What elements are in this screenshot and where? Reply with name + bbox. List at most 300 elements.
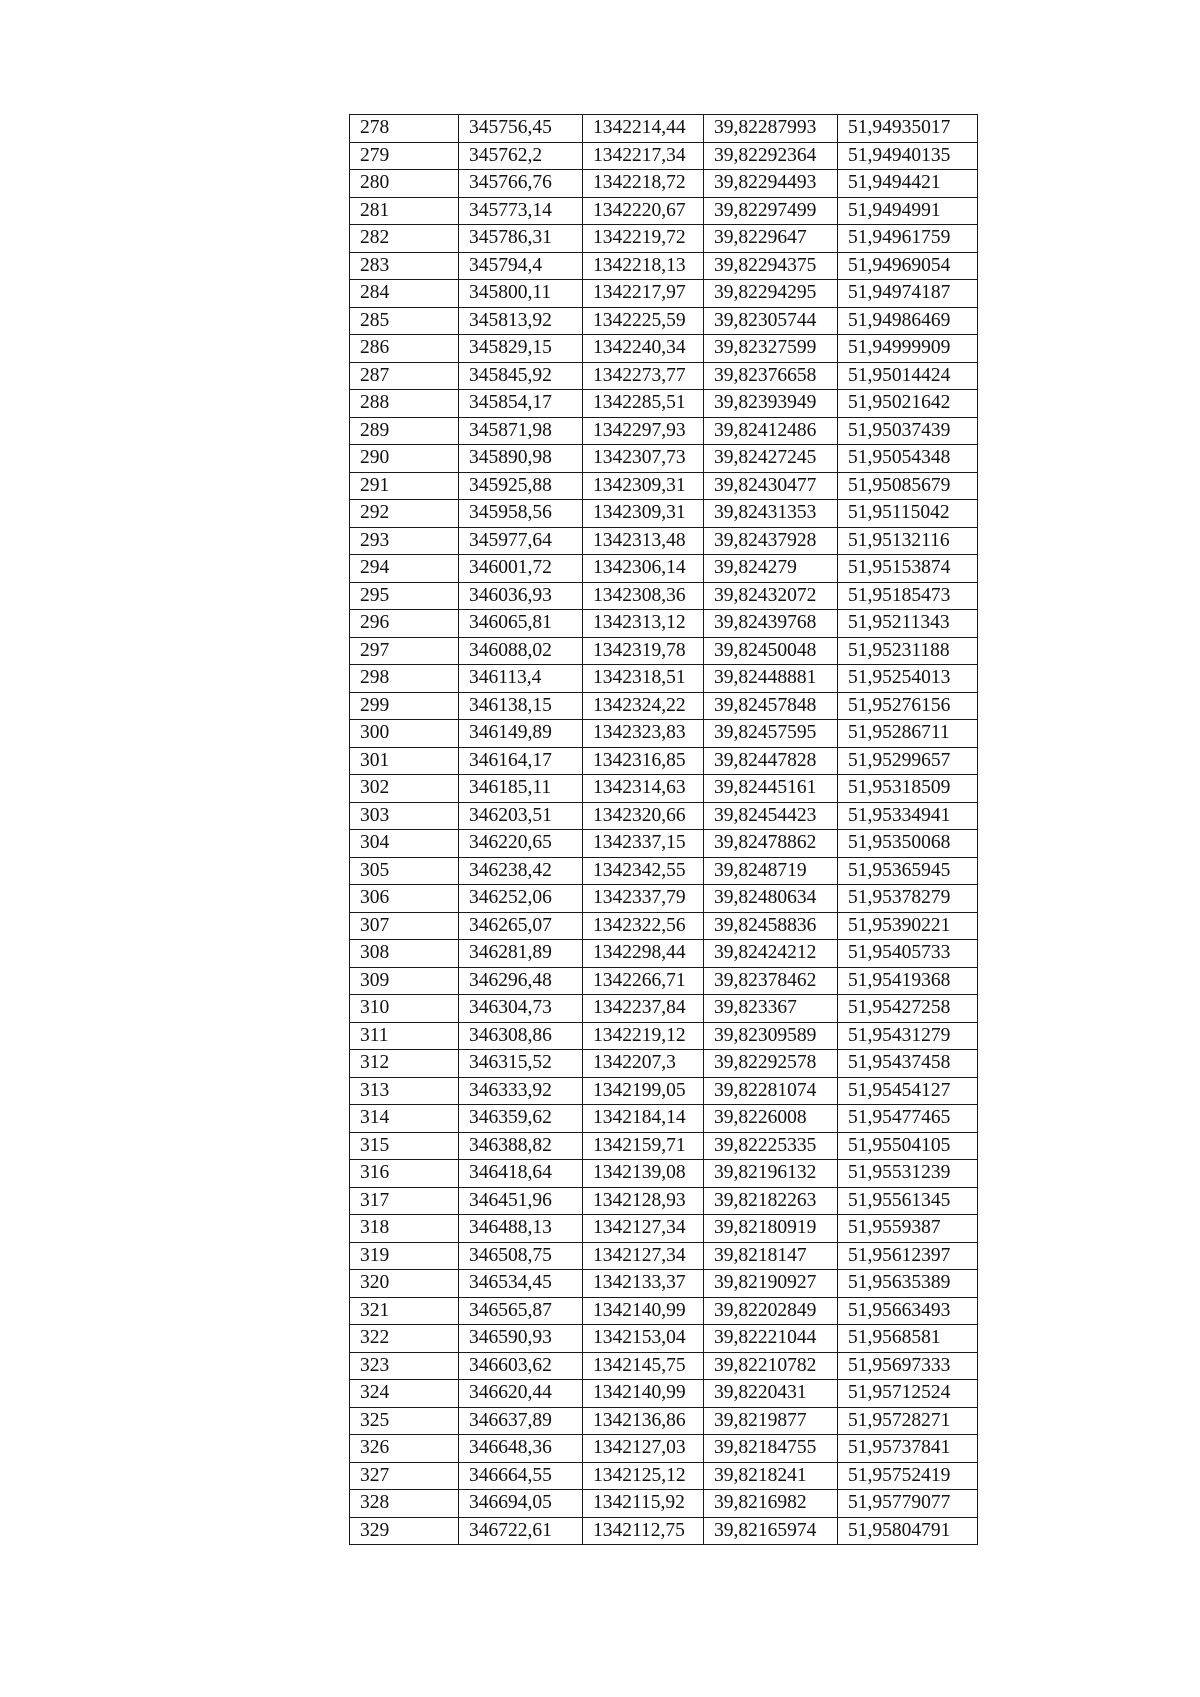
table-row: [350, 445, 978, 473]
longitude-cell: 51,95561345: [838, 1187, 978, 1215]
longitude-cell: 51,95132116: [838, 527, 978, 555]
longitude-cell: 51,95254013: [838, 665, 978, 693]
latitude-cell: 39,82432072: [704, 582, 838, 610]
table-row: [350, 335, 978, 363]
latitude-cell: 39,82478862: [704, 830, 838, 858]
x-coordinate-cell: 346508,75: [459, 1242, 583, 1270]
table-row: [350, 170, 978, 198]
point-number-cell: 278: [350, 115, 459, 143]
latitude-cell: 39,82294493: [704, 170, 838, 198]
table-row: [350, 527, 978, 555]
longitude-cell: 51,95231188: [838, 637, 978, 665]
y-coordinate-cell: 1342297,93: [583, 417, 704, 445]
latitude-cell: 39,82437928: [704, 527, 838, 555]
point-number-cell: 322: [350, 1325, 459, 1353]
point-number-cell: 313: [350, 1077, 459, 1105]
x-coordinate-cell: 345762,2: [459, 142, 583, 170]
x-coordinate-cell: 346620,44: [459, 1380, 583, 1408]
table-row: [350, 1517, 978, 1545]
x-coordinate-cell: 346388,82: [459, 1132, 583, 1160]
table-row: [350, 472, 978, 500]
latitude-cell: 39,8248719: [704, 857, 838, 885]
table-row: [350, 280, 978, 308]
table-row: [350, 307, 978, 335]
point-number-cell: 288: [350, 390, 459, 418]
point-number-cell: 304: [350, 830, 459, 858]
table-row: [350, 1435, 978, 1463]
y-coordinate-cell: 1342323,83: [583, 720, 704, 748]
y-coordinate-cell: 1342218,72: [583, 170, 704, 198]
table-row: [350, 940, 978, 968]
x-coordinate-cell: 346238,42: [459, 857, 583, 885]
x-coordinate-cell: 346265,07: [459, 912, 583, 940]
y-coordinate-cell: 1342159,71: [583, 1132, 704, 1160]
point-number-cell: 328: [350, 1490, 459, 1518]
y-coordinate-cell: 1342218,13: [583, 252, 704, 280]
x-coordinate-cell: 346648,36: [459, 1435, 583, 1463]
longitude-cell: 51,95350068: [838, 830, 978, 858]
latitude-cell: 39,8220431: [704, 1380, 838, 1408]
longitude-cell: 51,94986469: [838, 307, 978, 335]
table-row: [350, 967, 978, 995]
x-coordinate-cell: 346308,86: [459, 1022, 583, 1050]
latitude-cell: 39,82458836: [704, 912, 838, 940]
point-number-cell: 308: [350, 940, 459, 968]
point-number-cell: 292: [350, 500, 459, 528]
point-number-cell: 280: [350, 170, 459, 198]
y-coordinate-cell: 1342298,44: [583, 940, 704, 968]
longitude-cell: 51,94999909: [838, 335, 978, 363]
table-row: [350, 555, 978, 583]
latitude-cell: 39,824279: [704, 555, 838, 583]
table-row: [350, 142, 978, 170]
y-coordinate-cell: 1342220,67: [583, 197, 704, 225]
table-row: [350, 1407, 978, 1435]
x-coordinate-cell: 346315,52: [459, 1050, 583, 1078]
longitude-cell: 51,94940135: [838, 142, 978, 170]
x-coordinate-cell: 346488,13: [459, 1215, 583, 1243]
x-coordinate-cell: 346637,89: [459, 1407, 583, 1435]
x-coordinate-cell: 346304,73: [459, 995, 583, 1023]
y-coordinate-cell: 1342115,92: [583, 1490, 704, 1518]
longitude-cell: 51,94961759: [838, 225, 978, 253]
table-row: [350, 637, 978, 665]
longitude-cell: 51,95211343: [838, 610, 978, 638]
table-row: [350, 197, 978, 225]
y-coordinate-cell: 1342313,48: [583, 527, 704, 555]
longitude-cell: 51,95054348: [838, 445, 978, 473]
latitude-cell: 39,82196132: [704, 1160, 838, 1188]
point-number-cell: 295: [350, 582, 459, 610]
y-coordinate-cell: 1342127,34: [583, 1215, 704, 1243]
x-coordinate-cell: 346534,45: [459, 1270, 583, 1298]
x-coordinate-cell: 346185,11: [459, 775, 583, 803]
x-coordinate-cell: 346001,72: [459, 555, 583, 583]
point-number-cell: 316: [350, 1160, 459, 1188]
table-row: [350, 857, 978, 885]
x-coordinate-cell: 346590,93: [459, 1325, 583, 1353]
point-number-cell: 329: [350, 1517, 459, 1545]
y-coordinate-cell: 1342309,31: [583, 500, 704, 528]
longitude-cell: 51,95390221: [838, 912, 978, 940]
latitude-cell: 39,82297499: [704, 197, 838, 225]
point-number-cell: 282: [350, 225, 459, 253]
longitude-cell: 51,95419368: [838, 967, 978, 995]
x-coordinate-cell: 346149,89: [459, 720, 583, 748]
latitude-cell: 39,82210782: [704, 1352, 838, 1380]
table-row: [350, 417, 978, 445]
y-coordinate-cell: 1342125,12: [583, 1462, 704, 1490]
x-coordinate-cell: 345925,88: [459, 472, 583, 500]
point-number-cell: 284: [350, 280, 459, 308]
table-row: [350, 1270, 978, 1298]
x-coordinate-cell: 346603,62: [459, 1352, 583, 1380]
y-coordinate-cell: 1342128,93: [583, 1187, 704, 1215]
x-coordinate-cell: 345958,56: [459, 500, 583, 528]
latitude-cell: 39,82221044: [704, 1325, 838, 1353]
y-coordinate-cell: 1342112,75: [583, 1517, 704, 1545]
y-coordinate-cell: 1342225,59: [583, 307, 704, 335]
y-coordinate-cell: 1342184,14: [583, 1105, 704, 1133]
latitude-cell: 39,8219877: [704, 1407, 838, 1435]
point-number-cell: 289: [350, 417, 459, 445]
longitude-cell: 51,95504105: [838, 1132, 978, 1160]
point-number-cell: 299: [350, 692, 459, 720]
x-coordinate-cell: 346451,96: [459, 1187, 583, 1215]
latitude-cell: 39,82309589: [704, 1022, 838, 1050]
table-row: [350, 1132, 978, 1160]
latitude-cell: 39,82287993: [704, 115, 838, 143]
longitude-cell: 51,95021642: [838, 390, 978, 418]
y-coordinate-cell: 1342153,04: [583, 1325, 704, 1353]
y-coordinate-cell: 1342237,84: [583, 995, 704, 1023]
point-number-cell: 301: [350, 747, 459, 775]
table-row: [350, 1462, 978, 1490]
y-coordinate-cell: 1342139,08: [583, 1160, 704, 1188]
latitude-cell: 39,82430477: [704, 472, 838, 500]
x-coordinate-cell: 345829,15: [459, 335, 583, 363]
table-row: [350, 1490, 978, 1518]
point-number-cell: 314: [350, 1105, 459, 1133]
table-row: [350, 775, 978, 803]
point-number-cell: 290: [350, 445, 459, 473]
x-coordinate-cell: 346220,65: [459, 830, 583, 858]
table-row: [350, 115, 978, 143]
latitude-cell: 39,823367: [704, 995, 838, 1023]
latitude-cell: 39,82294295: [704, 280, 838, 308]
point-number-cell: 323: [350, 1352, 459, 1380]
y-coordinate-cell: 1342199,05: [583, 1077, 704, 1105]
y-coordinate-cell: 1342219,12: [583, 1022, 704, 1050]
table-row: [350, 1050, 978, 1078]
y-coordinate-cell: 1342127,03: [583, 1435, 704, 1463]
point-number-cell: 281: [350, 197, 459, 225]
point-number-cell: 294: [350, 555, 459, 583]
longitude-cell: 51,95115042: [838, 500, 978, 528]
table-row: [350, 610, 978, 638]
longitude-cell: 51,94974187: [838, 280, 978, 308]
longitude-cell: 51,95427258: [838, 995, 978, 1023]
longitude-cell: 51,95779077: [838, 1490, 978, 1518]
table-row: [350, 1297, 978, 1325]
longitude-cell: 51,95531239: [838, 1160, 978, 1188]
x-coordinate-cell: 345890,98: [459, 445, 583, 473]
x-coordinate-cell: 345786,31: [459, 225, 583, 253]
longitude-cell: 51,95663493: [838, 1297, 978, 1325]
latitude-cell: 39,82457595: [704, 720, 838, 748]
y-coordinate-cell: 1342313,12: [583, 610, 704, 638]
latitude-cell: 39,82327599: [704, 335, 838, 363]
latitude-cell: 39,82431353: [704, 500, 838, 528]
y-coordinate-cell: 1342217,97: [583, 280, 704, 308]
point-number-cell: 298: [350, 665, 459, 693]
x-coordinate-cell: 346164,17: [459, 747, 583, 775]
point-number-cell: 315: [350, 1132, 459, 1160]
latitude-cell: 39,82378462: [704, 967, 838, 995]
longitude-cell: 51,95712524: [838, 1380, 978, 1408]
point-number-cell: 319: [350, 1242, 459, 1270]
point-number-cell: 302: [350, 775, 459, 803]
latitude-cell: 39,82292578: [704, 1050, 838, 1078]
table-row: [350, 665, 978, 693]
y-coordinate-cell: 1342322,56: [583, 912, 704, 940]
x-coordinate-cell: 345766,76: [459, 170, 583, 198]
latitude-cell: 39,82292364: [704, 142, 838, 170]
longitude-cell: 51,9559387: [838, 1215, 978, 1243]
longitude-cell: 51,9568581: [838, 1325, 978, 1353]
latitude-cell: 39,8226008: [704, 1105, 838, 1133]
latitude-cell: 39,82376658: [704, 362, 838, 390]
y-coordinate-cell: 1342266,71: [583, 967, 704, 995]
point-number-cell: 300: [350, 720, 459, 748]
latitude-cell: 39,82427245: [704, 445, 838, 473]
y-coordinate-cell: 1342316,85: [583, 747, 704, 775]
point-number-cell: 285: [350, 307, 459, 335]
table-row: [350, 1352, 978, 1380]
point-number-cell: 326: [350, 1435, 459, 1463]
table-row: [350, 802, 978, 830]
point-number-cell: 318: [350, 1215, 459, 1243]
table-row: [350, 1187, 978, 1215]
longitude-cell: 51,95286711: [838, 720, 978, 748]
y-coordinate-cell: 1342240,34: [583, 335, 704, 363]
x-coordinate-cell: 345773,14: [459, 197, 583, 225]
longitude-cell: 51,95334941: [838, 802, 978, 830]
x-coordinate-cell: 346281,89: [459, 940, 583, 968]
latitude-cell: 39,82412486: [704, 417, 838, 445]
latitude-cell: 39,82448881: [704, 665, 838, 693]
table-row: [350, 390, 978, 418]
longitude-cell: 51,9494421: [838, 170, 978, 198]
latitude-cell: 39,82480634: [704, 885, 838, 913]
table-row: [350, 720, 978, 748]
longitude-cell: 51,95405733: [838, 940, 978, 968]
coordinates-table: [349, 114, 978, 1545]
longitude-cell: 51,95612397: [838, 1242, 978, 1270]
y-coordinate-cell: 1342133,37: [583, 1270, 704, 1298]
latitude-cell: 39,82439768: [704, 610, 838, 638]
x-coordinate-cell: 346296,48: [459, 967, 583, 995]
table-row: [350, 1022, 978, 1050]
longitude-cell: 51,94969054: [838, 252, 978, 280]
latitude-cell: 39,82445161: [704, 775, 838, 803]
point-number-cell: 296: [350, 610, 459, 638]
point-number-cell: 306: [350, 885, 459, 913]
x-coordinate-cell: 345854,17: [459, 390, 583, 418]
x-coordinate-cell: 345794,4: [459, 252, 583, 280]
point-number-cell: 311: [350, 1022, 459, 1050]
longitude-cell: 51,95153874: [838, 555, 978, 583]
x-coordinate-cell: 346065,81: [459, 610, 583, 638]
y-coordinate-cell: 1342306,14: [583, 555, 704, 583]
x-coordinate-cell: 346113,4: [459, 665, 583, 693]
y-coordinate-cell: 1342145,75: [583, 1352, 704, 1380]
table-row: [350, 995, 978, 1023]
latitude-cell: 39,82454423: [704, 802, 838, 830]
point-number-cell: 317: [350, 1187, 459, 1215]
longitude-cell: 51,94935017: [838, 115, 978, 143]
point-number-cell: 324: [350, 1380, 459, 1408]
table-row: [350, 747, 978, 775]
longitude-cell: 51,95454127: [838, 1077, 978, 1105]
x-coordinate-cell: 345845,92: [459, 362, 583, 390]
y-coordinate-cell: 1342318,51: [583, 665, 704, 693]
point-number-cell: 283: [350, 252, 459, 280]
y-coordinate-cell: 1342320,66: [583, 802, 704, 830]
latitude-cell: 39,82424212: [704, 940, 838, 968]
y-coordinate-cell: 1342324,22: [583, 692, 704, 720]
table-row: [350, 252, 978, 280]
x-coordinate-cell: 346664,55: [459, 1462, 583, 1490]
x-coordinate-cell: 346359,62: [459, 1105, 583, 1133]
point-number-cell: 287: [350, 362, 459, 390]
table-row: [350, 1325, 978, 1353]
x-coordinate-cell: 346333,92: [459, 1077, 583, 1105]
x-coordinate-cell: 345813,92: [459, 307, 583, 335]
latitude-cell: 39,82281074: [704, 1077, 838, 1105]
latitude-cell: 39,82457848: [704, 692, 838, 720]
point-number-cell: 305: [350, 857, 459, 885]
longitude-cell: 51,95185473: [838, 582, 978, 610]
table-row: [350, 1242, 978, 1270]
x-coordinate-cell: 346036,93: [459, 582, 583, 610]
latitude-cell: 39,82305744: [704, 307, 838, 335]
latitude-cell: 39,82165974: [704, 1517, 838, 1545]
x-coordinate-cell: 345756,45: [459, 115, 583, 143]
latitude-cell: 39,82180919: [704, 1215, 838, 1243]
table-row: [350, 1105, 978, 1133]
y-coordinate-cell: 1342207,3: [583, 1050, 704, 1078]
x-coordinate-cell: 345800,11: [459, 280, 583, 308]
y-coordinate-cell: 1342214,44: [583, 115, 704, 143]
y-coordinate-cell: 1342140,99: [583, 1297, 704, 1325]
longitude-cell: 51,95037439: [838, 417, 978, 445]
latitude-cell: 39,82182263: [704, 1187, 838, 1215]
table-row: [350, 1380, 978, 1408]
longitude-cell: 51,95697333: [838, 1352, 978, 1380]
point-number-cell: 307: [350, 912, 459, 940]
x-coordinate-cell: 346252,06: [459, 885, 583, 913]
longitude-cell: 51,95728271: [838, 1407, 978, 1435]
latitude-cell: 39,8229647: [704, 225, 838, 253]
x-coordinate-cell: 346138,15: [459, 692, 583, 720]
point-number-cell: 327: [350, 1462, 459, 1490]
coordinates-table-body: [350, 115, 978, 1545]
point-number-cell: 303: [350, 802, 459, 830]
y-coordinate-cell: 1342307,73: [583, 445, 704, 473]
point-number-cell: 312: [350, 1050, 459, 1078]
x-coordinate-cell: 346418,64: [459, 1160, 583, 1188]
longitude-cell: 51,95085679: [838, 472, 978, 500]
latitude-cell: 39,82447828: [704, 747, 838, 775]
longitude-cell: 51,95431279: [838, 1022, 978, 1050]
y-coordinate-cell: 1342309,31: [583, 472, 704, 500]
longitude-cell: 51,95378279: [838, 885, 978, 913]
table-row: [350, 1077, 978, 1105]
x-coordinate-cell: 345871,98: [459, 417, 583, 445]
point-number-cell: 291: [350, 472, 459, 500]
table-row: [350, 692, 978, 720]
x-coordinate-cell: 346722,61: [459, 1517, 583, 1545]
x-coordinate-cell: 345977,64: [459, 527, 583, 555]
table-row: [350, 362, 978, 390]
table-row: [350, 225, 978, 253]
longitude-cell: 51,95804791: [838, 1517, 978, 1545]
latitude-cell: 39,82225335: [704, 1132, 838, 1160]
table-row: [350, 912, 978, 940]
longitude-cell: 51,95014424: [838, 362, 978, 390]
longitude-cell: 51,95276156: [838, 692, 978, 720]
point-number-cell: 279: [350, 142, 459, 170]
latitude-cell: 39,82393949: [704, 390, 838, 418]
point-number-cell: 321: [350, 1297, 459, 1325]
latitude-cell: 39,82184755: [704, 1435, 838, 1463]
longitude-cell: 51,95752419: [838, 1462, 978, 1490]
latitude-cell: 39,8216982: [704, 1490, 838, 1518]
point-number-cell: 297: [350, 637, 459, 665]
y-coordinate-cell: 1342308,36: [583, 582, 704, 610]
table-row: [350, 582, 978, 610]
point-number-cell: 293: [350, 527, 459, 555]
latitude-cell: 39,82190927: [704, 1270, 838, 1298]
longitude-cell: 51,95318509: [838, 775, 978, 803]
latitude-cell: 39,82294375: [704, 252, 838, 280]
x-coordinate-cell: 346694,05: [459, 1490, 583, 1518]
table-row: [350, 830, 978, 858]
x-coordinate-cell: 346088,02: [459, 637, 583, 665]
table-row: [350, 500, 978, 528]
longitude-cell: 51,95737841: [838, 1435, 978, 1463]
longitude-cell: 51,95365945: [838, 857, 978, 885]
longitude-cell: 51,95635389: [838, 1270, 978, 1298]
y-coordinate-cell: 1342136,86: [583, 1407, 704, 1435]
y-coordinate-cell: 1342127,34: [583, 1242, 704, 1270]
point-number-cell: 310: [350, 995, 459, 1023]
y-coordinate-cell: 1342314,63: [583, 775, 704, 803]
latitude-cell: 39,8218241: [704, 1462, 838, 1490]
y-coordinate-cell: 1342217,34: [583, 142, 704, 170]
x-coordinate-cell: 346565,87: [459, 1297, 583, 1325]
latitude-cell: 39,82450048: [704, 637, 838, 665]
latitude-cell: 39,82202849: [704, 1297, 838, 1325]
table-row: [350, 1160, 978, 1188]
longitude-cell: 51,95299657: [838, 747, 978, 775]
longitude-cell: 51,95437458: [838, 1050, 978, 1078]
y-coordinate-cell: 1342337,15: [583, 830, 704, 858]
point-number-cell: 325: [350, 1407, 459, 1435]
y-coordinate-cell: 1342337,79: [583, 885, 704, 913]
point-number-cell: 309: [350, 967, 459, 995]
